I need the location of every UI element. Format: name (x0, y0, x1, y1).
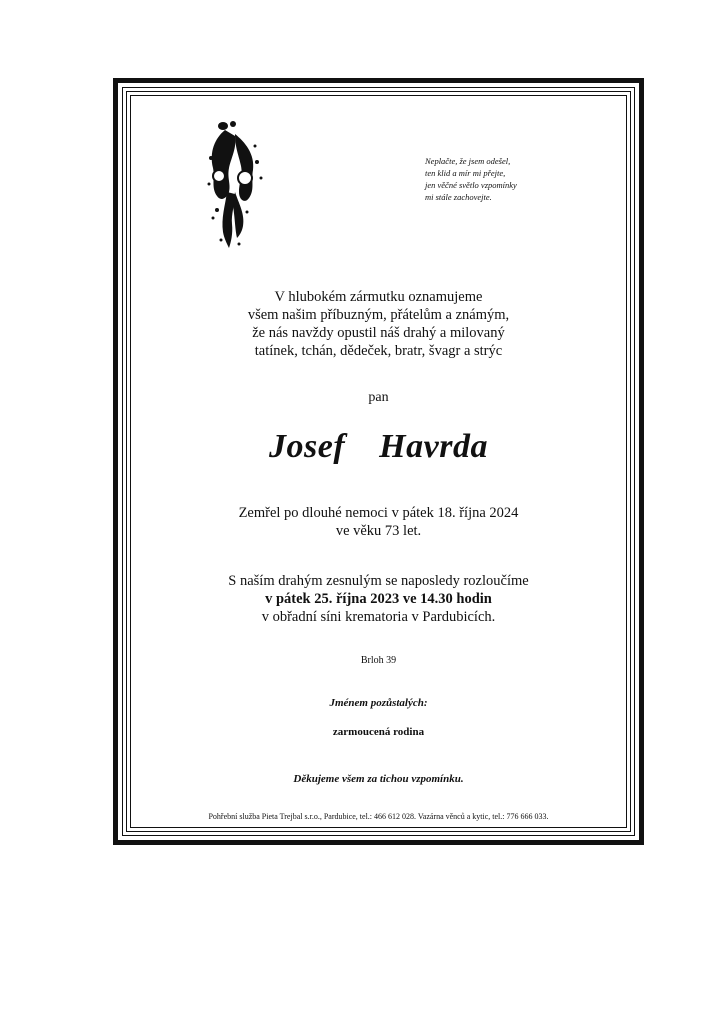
funeral-line: S naším drahým zesnulým se naposledy rozloučíme (228, 573, 529, 589)
family-label: Jménem pozůstalých: (329, 697, 428, 709)
death-details (113, 504, 644, 540)
deceased-name: Josef Havrda (269, 428, 488, 465)
funeral-service-footer: Pohřební služba Pieta Trejbal s.r.o., Pardubice, tel.: 466 612 028. Vazárna věnců a kytic, tel.: 776 666 033. (208, 812, 549, 821)
poem-line: Neplačte, že jsem odešel, (425, 156, 511, 166)
family-signature: zarmoucená rodina (332, 726, 425, 738)
poem-line: ten klid a mír mi přejte, (425, 168, 506, 178)
intro-line: tatínek, tchán, dědeček, bratr, švagr a strýc (254, 343, 503, 359)
floral-ornament-icon (205, 118, 267, 250)
funeral-date: v pátek 25. října 2023 ve 14.30 hodin (265, 591, 492, 607)
thanks-line: Děkujeme všem za tichou vzpomínku. (293, 773, 464, 785)
death-line: ve věku 73 let. (335, 523, 422, 539)
honorific: pan (368, 390, 389, 405)
funeral-location: v obřadní síni krematoria v Pardubicích. (261, 609, 496, 625)
intro-line: V hlubokém zármutku oznamujeme (274, 289, 483, 305)
poem-line: jen věčné světlo vzpomínky (425, 180, 517, 190)
notice-content (113, 78, 644, 845)
intro-line: všem našim příbuzným, přátelům a známým, (247, 307, 510, 323)
intro-line: že nás navždy opustil náš drahý a milovaný (252, 325, 505, 341)
poem-line: mi stále zachovejte. (425, 192, 492, 202)
funeral-details (113, 572, 644, 626)
memorial-poem (425, 155, 585, 203)
death-line: Zemřel po dlouhé nemoci v pátek 18. října 2024 (238, 505, 519, 521)
announcement-text (113, 288, 644, 360)
residence: Brloh 39 (360, 655, 397, 666)
